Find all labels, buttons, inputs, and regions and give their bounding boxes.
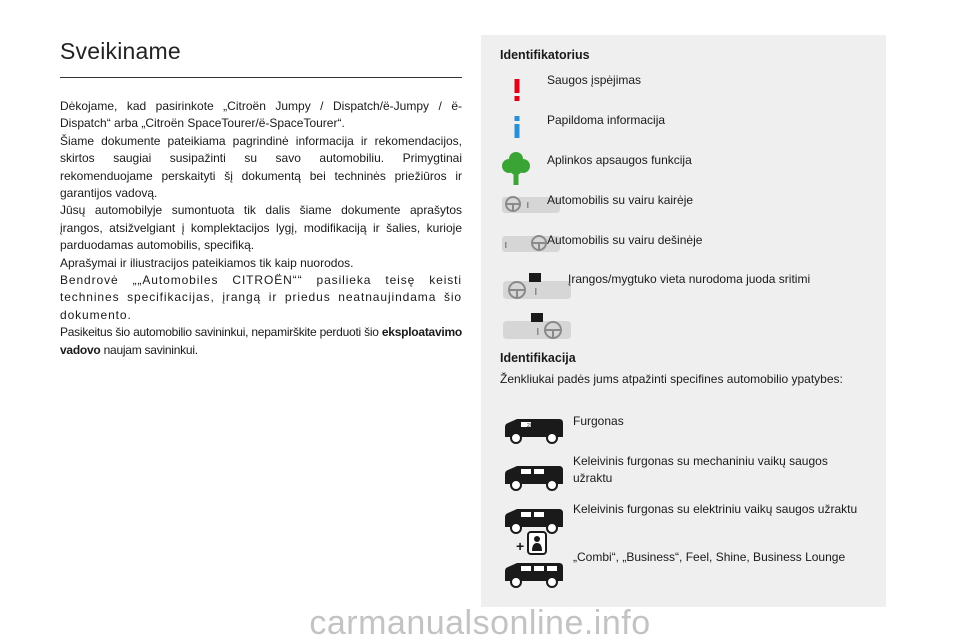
paragraph-document: Šiame dokumente pateikiama pagrindinė informacija ir rekomendacijos, skirtos saugiai susipažinti su savo automobiliu. Primygtinai rekomenduojame perskaityti šį dokumentą bei techninės priežiūros ir garantijos vadovą. [60, 133, 462, 201]
vehicle-mechanical-lock: Keleivinis furgonas su mechaniniu vaikų saugos užraktu [573, 454, 828, 485]
identifiers-heading: Identifikatorius [500, 48, 590, 62]
identifiers-panel [481, 35, 886, 607]
watermark: carmanualsonline.info [309, 604, 651, 642]
title-divider [60, 77, 462, 78]
item-info: Papildoma informacija [547, 113, 666, 127]
paragraph-equipment: Jūsų automobilyje sumontuota tik dalis šiame dokumente aprašytos įrangos, atsižvelgiant į komplektacijos lygį, modifikaciją ir šalies, kurioje parduodamas automobilis, specifiką. [60, 203, 462, 253]
vehicle-van: Furgonas [573, 414, 624, 428]
info-icon [511, 116, 523, 138]
child-lock-electric-icon [527, 531, 547, 555]
item-lhd: Automobilis su vairu kairėje [547, 193, 694, 207]
eco-tree-icon [502, 151, 530, 185]
identification-heading: Identifikacija [500, 351, 576, 365]
item-location: Įrangos/mygtuko vieta nurodoma juoda sritimi [568, 272, 811, 286]
location-black-zone-lhd-icon [501, 271, 573, 303]
vehicle-combi: „Combi“, „Business“, Feel, Shine, Business Lounge [573, 550, 846, 564]
passenger-van-mechanical-lock-icon [503, 464, 565, 492]
van-seat-label: 2/3 [527, 423, 534, 429]
item-eco: Aplinkos apsaugos funkcija [547, 153, 692, 167]
identification-intro: Ženkliukai padės jums atpažinti specifines automobilio ypatybes: [500, 372, 843, 386]
page-title: Sveikiname [60, 38, 181, 64]
item-warning: Saugos įspėjimas [547, 73, 642, 87]
plus-sign: + [516, 538, 525, 554]
welcome-body [60, 98, 462, 359]
van-icon [503, 417, 565, 445]
owner-manual-bold: eksploatavimo vadovo [60, 325, 462, 357]
location-black-zone-rhd-icon [501, 311, 573, 343]
paragraph-rights: Bendrovė „„Automobiles CITROËN““ pasilieka teisę keisti technines specifikacijas, įrangą ir priedus neatnaujindama šio dokumento. [60, 273, 462, 322]
item-rhd: Automobilis su vairu dešinėje [547, 233, 703, 247]
vehicle-electric-lock: Keleivinis furgonas su elektriniu vaikų saugos užraktu [573, 502, 858, 516]
owner-text-after: naujam savininkui. [100, 342, 198, 357]
combi-icon [503, 561, 565, 589]
paragraph-thanks: Dėkojame, kad pasirinkote „Citroën Jumpy / Dispatch/ë-Jumpy / ë-Dispatch“ arba „Citroën SpaceTourer/ë-SpaceTourer“. [60, 99, 462, 131]
paragraph-owner [60, 324, 462, 359]
owner-text-before: Pasikeitus šio automobilio savininkui, nepamirškite perduoti šio [60, 325, 382, 340]
paragraph-illustrations: Aprašymai ir iliustracijos pateikiamos tik kaip nuorodos. [60, 255, 354, 270]
warning-icon [511, 79, 523, 101]
welcome-section [60, 38, 462, 359]
